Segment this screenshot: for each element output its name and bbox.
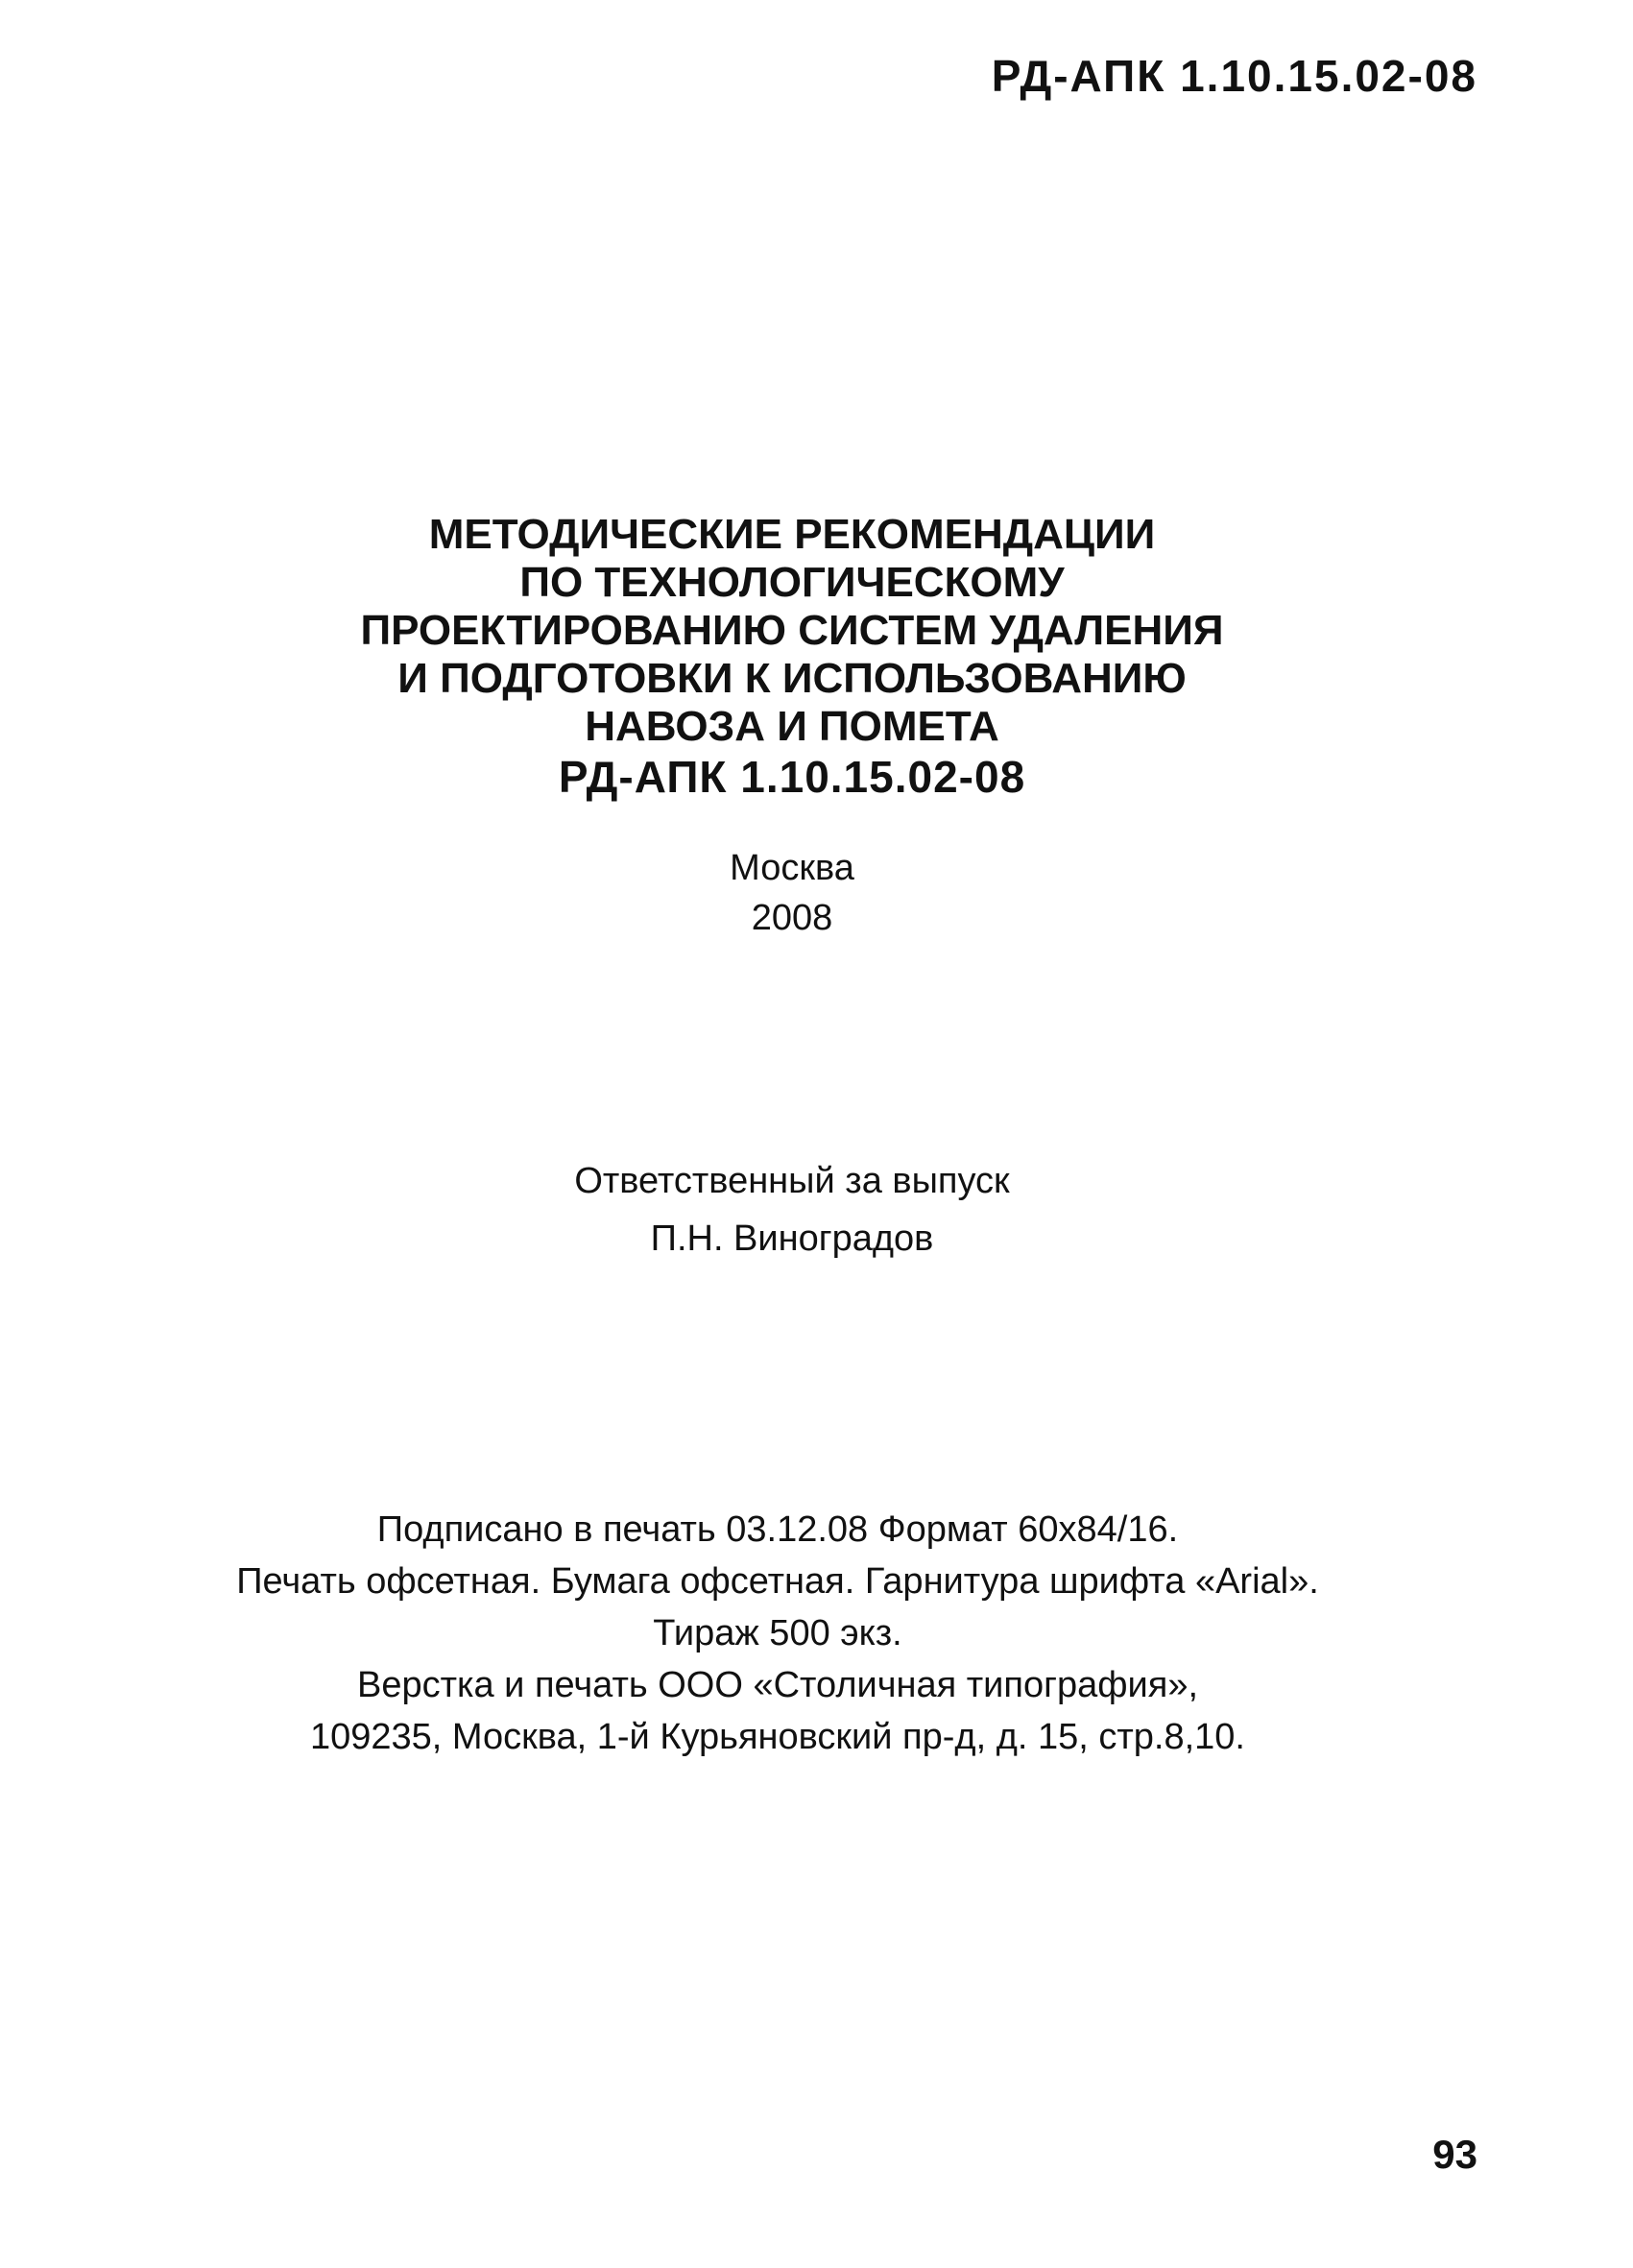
page-number: 93 xyxy=(1432,2132,1477,2177)
responsible-for-release xyxy=(0,1152,1584,1267)
publication-city: Москва xyxy=(730,848,854,888)
imprint-line: 109235, Москва, 1-й Курьяновский пр-д, д. 15, стр.8,10. xyxy=(309,1717,1245,1757)
title-line: И ПОДГОТОВКИ К ИСПОЛЬЗОВАНИЮ xyxy=(397,655,1187,702)
title-line: МЕТОДИЧЕСКИЕ РЕКОМЕНДАЦИИ xyxy=(428,511,1156,558)
title-line: ПРОЕКТИРОВАНИЮ СИСТЕМ УДАЛЕНИЯ xyxy=(360,607,1224,654)
title-line: ПО ТЕХНОЛОГИЧЕСКОМУ xyxy=(519,559,1065,606)
document-title xyxy=(0,511,1584,803)
responsible-name: П.Н. Виноградов xyxy=(650,1218,934,1259)
responsible-label: Ответственный за выпуск xyxy=(574,1161,1010,1201)
imprint-line: Тираж 500 экз. xyxy=(653,1613,902,1653)
imprint-line: Подписано в печать 03.12.08 Формат 60x84/16. xyxy=(376,1509,1179,1550)
imprint-info xyxy=(0,1504,1555,1763)
header-document-code: РД-АПК 1.10.15.02-08 xyxy=(991,51,1477,101)
title-line: НАВОЗА И ПОМЕТА xyxy=(585,703,999,750)
title-document-code: РД-АПК 1.10.15.02-08 xyxy=(558,752,1026,802)
imprint-line: Верстка и печать ООО «Столичная типография», xyxy=(356,1665,1199,1705)
imprint-line: Печать офсетная. Бумага офсетная. Гарнитура шрифта «Arial». xyxy=(236,1561,1319,1602)
publication-year: 2008 xyxy=(751,898,833,938)
publication-place xyxy=(0,843,1584,943)
